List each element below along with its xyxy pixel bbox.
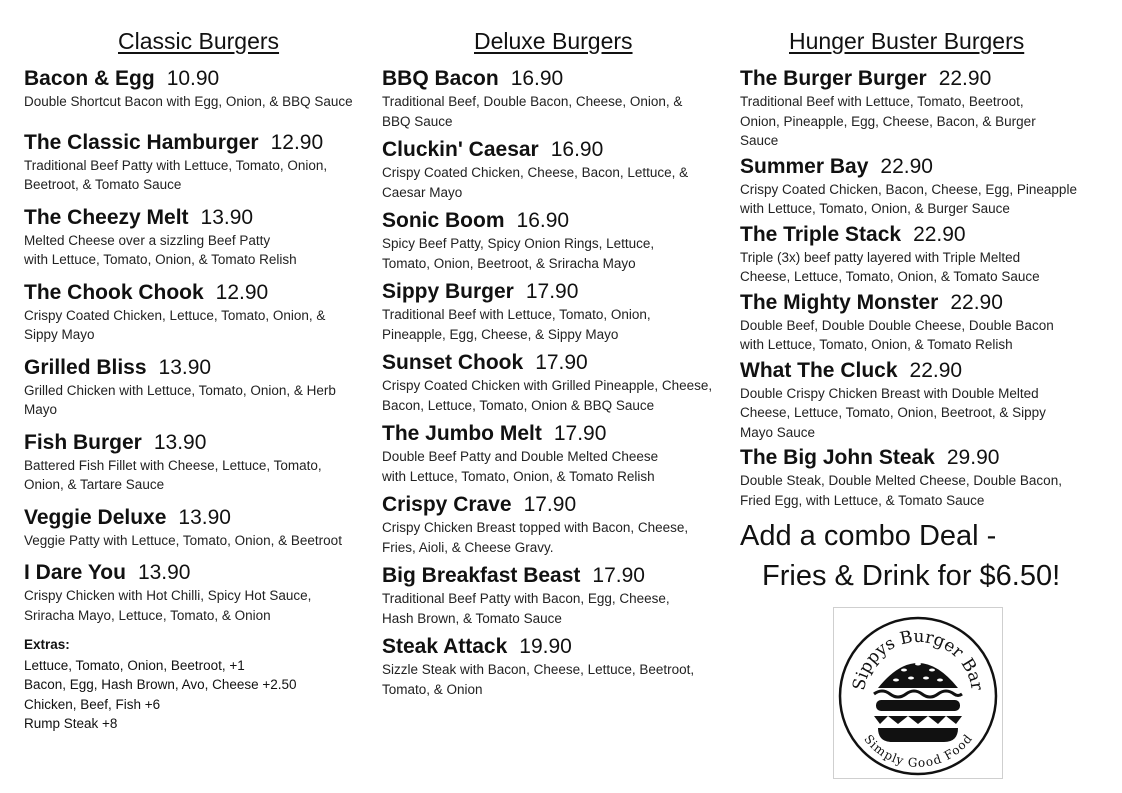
menu-item	[740, 290, 1102, 355]
menu-item-description: BBQ Sauce	[382, 113, 453, 129]
menu-item-description: Fries, Aioli, & Cheese Gravy.	[382, 539, 554, 555]
menu-item-header	[740, 290, 1102, 316]
extras-section	[24, 635, 382, 734]
menu-item-name: Grilled Bliss	[24, 355, 147, 379]
menu-item-price: 13.90	[153, 430, 207, 454]
menu-item-description: Traditional Beef with Lettuce, Tomato, Beetroot,	[740, 94, 1024, 109]
menu-item-name: Crispy Crave	[382, 493, 512, 516]
menu-item-description: Hash Brown, & Tomato Sauce	[382, 610, 562, 626]
menu-item-description: with Lettuce, Tomato, Onion, & Burger Sauce	[740, 201, 1010, 216]
menu-item-price: 12.90	[270, 130, 324, 154]
menu-item-price: 22.90	[913, 222, 966, 246]
menu-item-price: 17.90	[553, 422, 607, 445]
menu-item-description: Fried Egg, with Lettuce, & Tomato Sauce	[740, 492, 985, 508]
menu-item	[24, 205, 382, 270]
menu-item-description: Pineapple, Egg, Cheese, & Sippy Mayo	[382, 326, 619, 342]
menu-item-description: Grilled Chicken with Lettuce, Tomato, Onion, & Herb	[24, 382, 336, 398]
menu-item-header	[382, 421, 738, 447]
menu-item-header	[24, 560, 382, 586]
menu-item-description: Double Shortcut Bacon with Egg, Onion, & BBQ Sauce	[24, 94, 353, 109]
menu-item-price: 10.90	[166, 67, 220, 90]
menu-item-header	[740, 66, 1102, 92]
menu-item-description: Crispy Coated Chicken, Cheese, Bacon, Lettuce, &	[382, 165, 689, 180]
menu-item	[382, 279, 738, 344]
menu-item-header	[24, 430, 382, 456]
classic-burgers-column	[24, 24, 382, 734]
menu-item	[24, 505, 382, 551]
combo-deal	[740, 516, 1102, 596]
extras-line: Bacon, Egg, Hash Brown, Avo, Cheese +2.50	[24, 677, 297, 692]
menu-item-price: 16.90	[510, 67, 564, 90]
menu-item-name: Veggie Deluxe	[24, 505, 167, 529]
menu-item-price: 17.90	[592, 564, 645, 587]
menu-item-name: Bacon & Egg	[24, 67, 155, 90]
menu-item-name: Summer Bay	[740, 154, 869, 178]
menu-item-header	[24, 280, 382, 306]
menu-item-header	[382, 137, 738, 163]
burger-logo-icon	[833, 607, 1003, 779]
menu-item-description: Sippy Mayo	[24, 327, 95, 342]
menu-item-description: Mayo Sauce	[740, 424, 816, 440]
menu-item-description: Bacon, Lettuce, Tomato, Onion & BBQ Sauce	[382, 397, 655, 413]
menu-item	[382, 350, 738, 415]
menu-item-description: Onion, Pineapple, Egg, Cheese, Bacon, & Burger	[740, 113, 1036, 129]
menu-item-header	[382, 66, 738, 92]
menu-item	[382, 563, 738, 628]
menu-item-price: 16.90	[516, 209, 570, 232]
menu-item-description: Crispy Coated Chicken, Lettuce, Tomato, Onion, &	[24, 307, 326, 323]
menu-item-price: 13.90	[200, 205, 254, 229]
menu-item-name: The Classic Hamburger	[24, 130, 259, 154]
menu-item	[740, 154, 1102, 219]
menu-item-price: 19.90	[519, 635, 572, 658]
extras-line: Rump Steak +8	[24, 716, 118, 731]
menu-item	[740, 445, 1102, 510]
menu-item-description: Melted Cheese over a sizzling Beef Patty	[24, 232, 271, 248]
menu-item-description: Double Steak, Double Melted Cheese, Double Bacon,	[740, 473, 1062, 488]
menu-item-description: Sriracha Mayo, Lettuce, Tomato, & Onion	[24, 607, 271, 623]
menu-item-price: 22.90	[880, 154, 933, 178]
menu-item-price: 29.90	[946, 446, 1000, 469]
menu-item	[740, 222, 1102, 287]
menu-item-header	[24, 66, 382, 92]
menu-item-description: Battered Fish Fillet with Cheese, Lettuce, Tomato,	[24, 457, 322, 473]
menu-item-description: Traditional Beef Patty with Lettuce, Tomato, Onion,	[24, 157, 328, 173]
menu-item-description: Double Crispy Chicken Breast with Double Melted	[740, 385, 1039, 401]
menu-item-name: The Chook Chook	[24, 280, 204, 304]
menu-item-description: Traditional Beef Patty with Bacon, Egg, Cheese,	[382, 591, 670, 606]
menu-item-name: Steak Attack	[382, 635, 508, 658]
menu-item-description: Onion, & Tartare Sauce	[24, 477, 165, 492]
menu-item-header	[382, 563, 738, 589]
menu-item-description: Sauce	[740, 133, 779, 148]
menu-item-name: The Jumbo Melt	[382, 422, 542, 445]
menu-item-price: 12.90	[215, 280, 269, 304]
menu-item	[382, 208, 738, 273]
menu-item-name: What The Cluck	[740, 358, 898, 382]
menu-item	[382, 634, 738, 699]
menu-item	[740, 66, 1102, 151]
menu-item-price: 22.90	[950, 290, 1003, 314]
menu-item	[24, 430, 382, 495]
menu-item-description: Veggie Patty with Lettuce, Tomato, Onion, & Beetroot	[24, 532, 342, 548]
menu-item-name: Cluckin' Caesar	[382, 138, 539, 161]
menu-item-description: Crispy Chicken Breast topped with Bacon, Cheese,	[382, 520, 689, 535]
hunger-buster-burgers-column	[740, 24, 1102, 596]
menu-item-name: The Triple Stack	[740, 222, 902, 246]
menu-item-description: Traditional Beef, Double Bacon, Cheese, Onion, &	[382, 94, 683, 109]
menu-item	[382, 137, 738, 202]
menu-item	[24, 280, 382, 345]
menu-item-header	[24, 355, 382, 381]
menu-item-price: 13.90	[137, 561, 191, 584]
logo-bottom-text: Simply Good Food	[861, 732, 975, 770]
menu-item	[24, 130, 382, 195]
menu-item-header	[740, 445, 1102, 471]
menu-item	[382, 66, 738, 131]
menu-item-name: BBQ Bacon	[382, 67, 499, 90]
column-title-classic: Classic Burgers	[118, 28, 280, 54]
menu-item-header	[382, 279, 738, 305]
menu-item	[740, 358, 1102, 443]
menu-item-name: The Burger Burger	[740, 67, 927, 90]
menu-item-price: 17.90	[523, 493, 577, 516]
combo-line-1: Add a combo Deal -	[740, 520, 997, 552]
menu-item-price: 22.90	[938, 67, 992, 90]
menu-item-description: Crispy Chicken with Hot Chilli, Spicy Hot Sauce,	[24, 588, 312, 603]
menu-item	[24, 560, 382, 625]
menu-item-description: Triple (3x) beef patty layered with Triple Melted	[740, 249, 1021, 265]
menu-item-price: 17.90	[525, 280, 579, 303]
menu-item-name: The Cheezy Melt	[24, 205, 189, 229]
menu-item-description: Tomato, & Onion	[382, 681, 483, 697]
menu-item-header	[382, 492, 738, 518]
menu-item-description: Caesar Mayo	[382, 184, 463, 200]
menu-item-description: Tomato, Onion, Beetroot, & Sriracha Mayo	[382, 255, 636, 271]
menu-item-description: Double Beef, Double Double Cheese, Double Bacon	[740, 317, 1054, 333]
menu-item-description: Mayo	[24, 402, 58, 417]
menu-item-price: 22.90	[909, 358, 963, 382]
menu-item-header	[382, 350, 738, 376]
extras-title: Extras:	[24, 637, 70, 652]
menu-item-price: 16.90	[550, 138, 604, 161]
menu-item-description: Double Beef Patty and Double Melted Cheese	[382, 449, 659, 464]
menu-item-description: Spicy Beef Patty, Spicy Onion Rings, Lettuce,	[382, 236, 655, 251]
extras-line: Chicken, Beef, Fish +6	[24, 696, 161, 712]
menu-item-description: with Lettuce, Tomato, Onion, & Tomato Relish	[24, 252, 297, 267]
combo-line-2: Fries & Drink for $6.50!	[762, 560, 1061, 592]
menu-item-header	[24, 130, 382, 156]
column-title-deluxe: Deluxe Burgers	[474, 28, 633, 54]
menu-item	[24, 66, 382, 112]
menu-item-price: 13.90	[178, 505, 231, 529]
menu-item-name: The Mighty Monster	[740, 290, 939, 314]
menu-item-description: Traditional Beef with Lettuce, Tomato, Onion,	[382, 307, 651, 322]
menu-item-header	[382, 208, 738, 234]
menu-item-description: Cheese, Lettuce, Tomato, Onion, Beetroot, & Sippy	[740, 405, 1046, 420]
menu-item-name: Fish Burger	[24, 430, 142, 454]
menu-item-header	[740, 222, 1102, 248]
menu-item-description: Sizzle Steak with Bacon, Cheese, Lettuce, Beetroot,	[382, 662, 695, 677]
menu-item-name: Sonic Boom	[382, 209, 505, 232]
column-title-hunger-buster: Hunger Buster Burgers	[789, 28, 1025, 54]
menu-item-description: with Lettuce, Tomato, Onion, & Tomato Relish	[740, 337, 1013, 352]
menu-item	[382, 492, 738, 557]
menu-item-price: 13.90	[158, 355, 212, 379]
menu-item-description: Crispy Coated Chicken with Grilled Pineapple, Cheese,	[382, 378, 713, 393]
menu-item-name: Big Breakfast Beast	[382, 564, 581, 587]
menu-item	[24, 355, 382, 420]
menu-item-header	[382, 634, 738, 660]
logo-top-text: Sippys Burger Bar	[849, 626, 987, 693]
menu-item-name: Sunset Chook	[382, 351, 524, 374]
menu-item-header	[24, 505, 382, 531]
deluxe-burgers-column	[382, 24, 738, 705]
menu-item-name: Sippy Burger	[382, 280, 514, 303]
menu-item-header	[24, 205, 382, 231]
menu-item-description: Beetroot, & Tomato Sauce	[24, 177, 182, 192]
extras-line: Lettuce, Tomato, Onion, Beetroot, +1	[24, 657, 245, 673]
menu-item-name: I Dare You	[24, 561, 126, 584]
menu-item-description: with Lettuce, Tomato, Onion, & Tomato Relish	[382, 468, 655, 484]
menu-item-name: The Big John Steak	[740, 446, 935, 469]
menu-item-header	[740, 358, 1102, 384]
menu-item-price: 17.90	[535, 351, 588, 374]
menu-item-description: Crispy Coated Chicken, Bacon, Cheese, Egg, Pineapple	[740, 181, 1077, 197]
menu-item-description: Cheese, Lettuce, Tomato, Onion, & Tomato Sauce	[740, 269, 1040, 284]
menu-item-header	[740, 154, 1102, 180]
menu-item	[382, 421, 738, 486]
